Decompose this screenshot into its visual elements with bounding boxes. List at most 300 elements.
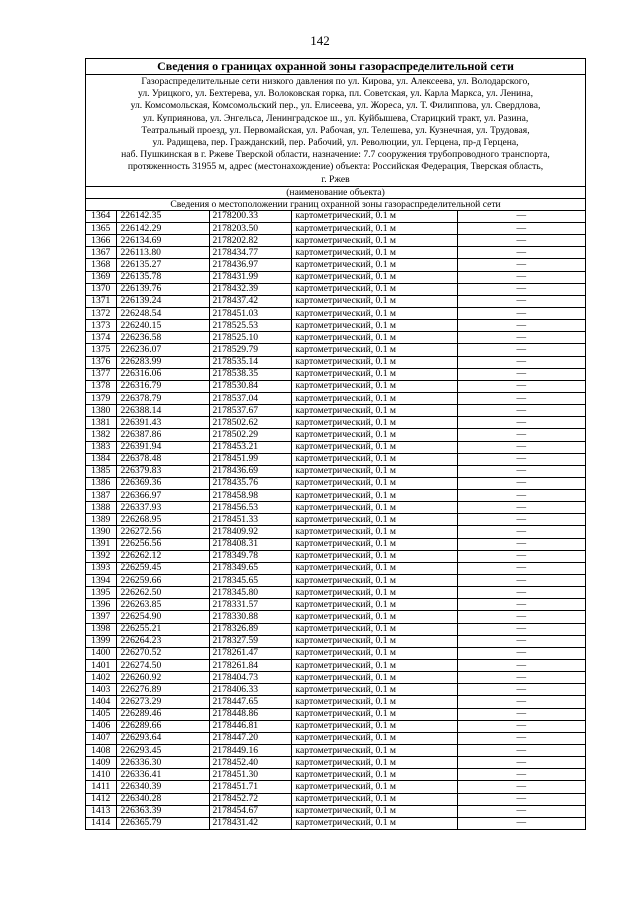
description-cell: — xyxy=(457,672,585,684)
description-cell: — xyxy=(457,757,585,769)
y-coordinate-cell: 2178451.71 xyxy=(209,781,291,793)
description-cell: — xyxy=(457,635,585,647)
table-row xyxy=(86,380,585,392)
x-coordinate-cell: 226240.15 xyxy=(116,320,209,332)
description-cell: — xyxy=(457,514,585,526)
description-line: ул. Куприянова, ул. Энгельса, Ленинградское ш., ул. Куйбышева, Старицкий тракт, ул. Разина, xyxy=(142,112,529,124)
description-cell: — xyxy=(457,307,585,319)
table-row xyxy=(86,805,585,817)
point-number-cell: 1412 xyxy=(86,793,116,805)
y-coordinate-cell: 2178530.84 xyxy=(209,380,291,392)
point-number-cell: 1392 xyxy=(86,550,116,562)
description-cell: — xyxy=(457,295,585,307)
y-coordinate-cell: 2178451.03 xyxy=(209,307,291,319)
description-cell: — xyxy=(457,599,585,611)
point-number-cell: 1380 xyxy=(86,405,116,417)
description-cell: — xyxy=(457,441,585,453)
table-row xyxy=(86,575,585,587)
point-number-cell: 1413 xyxy=(86,805,116,817)
description-cell: — xyxy=(457,405,585,417)
method-accuracy-cell: картометрический, 0.1 м xyxy=(291,562,457,574)
description-cell: — xyxy=(457,708,585,720)
x-coordinate-cell: 226340.28 xyxy=(116,793,209,805)
description-cell: — xyxy=(457,720,585,732)
description-cell: — xyxy=(457,575,585,587)
y-coordinate-cell: 2178326.89 xyxy=(209,623,291,635)
table-row xyxy=(86,623,585,635)
table-row xyxy=(86,502,585,514)
method-accuracy-cell: картометрический, 0.1 м xyxy=(291,587,457,599)
point-number-cell: 1402 xyxy=(86,672,116,684)
x-coordinate-cell: 226273.29 xyxy=(116,696,209,708)
x-coordinate-cell: 226139.76 xyxy=(116,283,209,295)
description-cell: — xyxy=(457,211,585,223)
point-number-cell: 1365 xyxy=(86,222,116,234)
table-row xyxy=(86,611,585,623)
x-coordinate-cell: 226378.48 xyxy=(116,453,209,465)
method-accuracy-cell: картометрический, 0.1 м xyxy=(291,283,457,295)
description-cell: — xyxy=(457,538,585,550)
y-coordinate-cell: 2178502.62 xyxy=(209,417,291,429)
description-cell: — xyxy=(457,769,585,781)
description-line: Театральный проезд, ул. Первомайская, ул. Рабочая, ул. Телешева, ул. Кузнечная, ул. Трудовая, xyxy=(141,124,530,136)
point-number-cell: 1403 xyxy=(86,684,116,696)
description-line: ул. Комсомольская, Комсомольский пер., ул. Елисеева, ул. Жореса, ул. Т. Филиппова, ул. Свердлова, xyxy=(130,100,541,112)
point-number-cell: 1386 xyxy=(86,477,116,489)
point-number-cell: 1379 xyxy=(86,392,116,404)
description-cell: — xyxy=(457,477,585,489)
method-accuracy-cell: картометрический, 0.1 м xyxy=(291,356,457,368)
description-line: г. Ржев xyxy=(321,173,350,185)
x-coordinate-cell: 226378.79 xyxy=(116,392,209,404)
point-number-cell: 1388 xyxy=(86,502,116,514)
y-coordinate-cell: 2178435.76 xyxy=(209,477,291,489)
point-number-cell: 1368 xyxy=(86,259,116,271)
y-coordinate-cell: 2178452.72 xyxy=(209,793,291,805)
y-coordinate-cell: 2178349.65 xyxy=(209,562,291,574)
y-coordinate-cell: 2178525.10 xyxy=(209,332,291,344)
document-title: Сведения о границах охранной зоны газораспределительной сети xyxy=(86,59,585,75)
x-coordinate-cell: 226293.45 xyxy=(116,745,209,757)
x-coordinate-cell: 226139.24 xyxy=(116,295,209,307)
x-coordinate-cell: 226316.06 xyxy=(116,368,209,380)
x-coordinate-cell: 226289.66 xyxy=(116,720,209,732)
table-row xyxy=(86,368,585,380)
x-coordinate-cell: 226274.50 xyxy=(116,660,209,672)
table-row xyxy=(86,720,585,732)
method-accuracy-cell: картометрический, 0.1 м xyxy=(291,769,457,781)
table-row xyxy=(86,417,585,429)
table-row xyxy=(86,514,585,526)
x-coordinate-cell: 226391.94 xyxy=(116,441,209,453)
method-accuracy-cell: картометрический, 0.1 м xyxy=(291,368,457,380)
description-cell: — xyxy=(457,259,585,271)
table-row xyxy=(86,235,585,247)
method-accuracy-cell: картометрический, 0.1 м xyxy=(291,708,457,720)
table-row xyxy=(86,562,585,574)
y-coordinate-cell: 2178203.50 xyxy=(209,222,291,234)
x-coordinate-cell: 226142.29 xyxy=(116,222,209,234)
table-row xyxy=(86,587,585,599)
description-cell: — xyxy=(457,587,585,599)
point-number-cell: 1390 xyxy=(86,526,116,538)
x-coordinate-cell: 226316.79 xyxy=(116,380,209,392)
coordinates-table-body xyxy=(86,211,585,829)
method-accuracy-cell: картометрический, 0.1 м xyxy=(291,307,457,319)
description-cell: — xyxy=(457,562,585,574)
y-coordinate-cell: 2178431.42 xyxy=(209,817,291,829)
x-coordinate-cell: 226270.52 xyxy=(116,647,209,659)
y-coordinate-cell: 2178345.80 xyxy=(209,587,291,599)
y-coordinate-cell: 2178261.47 xyxy=(209,647,291,659)
table-row xyxy=(86,660,585,672)
point-number-cell: 1375 xyxy=(86,344,116,356)
method-accuracy-cell: картометрический, 0.1 м xyxy=(291,332,457,344)
method-accuracy-cell: картометрический, 0.1 м xyxy=(291,635,457,647)
y-coordinate-cell: 2178261.84 xyxy=(209,660,291,672)
x-coordinate-cell: 226135.78 xyxy=(116,271,209,283)
x-coordinate-cell: 226336.41 xyxy=(116,769,209,781)
x-coordinate-cell: 226259.66 xyxy=(116,575,209,587)
description-cell: — xyxy=(457,380,585,392)
point-number-cell: 1370 xyxy=(86,283,116,295)
method-accuracy-cell: картометрический, 0.1 м xyxy=(291,453,457,465)
table-row xyxy=(86,550,585,562)
x-coordinate-cell: 226135.27 xyxy=(116,259,209,271)
x-coordinate-cell: 226134.69 xyxy=(116,235,209,247)
point-number-cell: 1378 xyxy=(86,380,116,392)
method-accuracy-cell: картометрический, 0.1 м xyxy=(291,660,457,672)
method-accuracy-cell: картометрический, 0.1 м xyxy=(291,538,457,550)
method-accuracy-cell: картометрический, 0.1 м xyxy=(291,477,457,489)
method-accuracy-cell: картометрический, 0.1 м xyxy=(291,599,457,611)
method-accuracy-cell: картометрический, 0.1 м xyxy=(291,320,457,332)
point-number-cell: 1373 xyxy=(86,320,116,332)
x-coordinate-cell: 226379.83 xyxy=(116,465,209,477)
y-coordinate-cell: 2178327.59 xyxy=(209,635,291,647)
point-number-cell: 1408 xyxy=(86,745,116,757)
x-coordinate-cell: 226264.23 xyxy=(116,635,209,647)
table-row xyxy=(86,793,585,805)
x-coordinate-cell: 226113.80 xyxy=(116,247,209,259)
point-number-cell: 1389 xyxy=(86,514,116,526)
table-row xyxy=(86,356,585,368)
method-accuracy-cell: картометрический, 0.1 м xyxy=(291,672,457,684)
x-coordinate-cell: 226142.35 xyxy=(116,211,209,223)
y-coordinate-cell: 2178409.92 xyxy=(209,526,291,538)
table-row xyxy=(86,684,585,696)
x-coordinate-cell: 226268.95 xyxy=(116,514,209,526)
description-cell: — xyxy=(457,283,585,295)
method-accuracy-cell: картометрический, 0.1 м xyxy=(291,490,457,502)
x-coordinate-cell: 226236.07 xyxy=(116,344,209,356)
description-cell: — xyxy=(457,526,585,538)
table-row xyxy=(86,211,585,223)
description-cell: — xyxy=(457,320,585,332)
point-number-cell: 1381 xyxy=(86,417,116,429)
point-number-cell: 1364 xyxy=(86,211,116,223)
description-cell: — xyxy=(457,732,585,744)
point-number-cell: 1414 xyxy=(86,817,116,829)
point-number-cell: 1385 xyxy=(86,465,116,477)
coordinates-table xyxy=(86,211,585,829)
method-accuracy-cell: картометрический, 0.1 м xyxy=(291,247,457,259)
description-cell: — xyxy=(457,550,585,562)
x-coordinate-cell: 226256.56 xyxy=(116,538,209,550)
description-line: Газораспределительные сети низкого давления по ул. Кирова, ул. Алексеева, ул. Володарского, xyxy=(141,76,530,87)
y-coordinate-cell: 2178537.04 xyxy=(209,392,291,404)
y-coordinate-cell: 2178200.33 xyxy=(209,211,291,223)
description-cell: — xyxy=(457,502,585,514)
point-number-cell: 1393 xyxy=(86,562,116,574)
table-row xyxy=(86,332,585,344)
y-coordinate-cell: 2178451.33 xyxy=(209,514,291,526)
y-coordinate-cell: 2178406.33 xyxy=(209,684,291,696)
method-accuracy-cell: картометрический, 0.1 м xyxy=(291,550,457,562)
method-accuracy-cell: картометрический, 0.1 м xyxy=(291,526,457,538)
method-accuracy-cell: картометрический, 0.1 м xyxy=(291,623,457,635)
y-coordinate-cell: 2178451.99 xyxy=(209,453,291,465)
description-line: наб. Пушкинская в г. Ржеве Тверской области, назначение: 7.7 сооружения трубопроводного транспорта, xyxy=(121,149,550,161)
point-number-cell: 1397 xyxy=(86,611,116,623)
section-heading: Сведения о местоположении границ охранной зоны газораспределительной сети xyxy=(86,199,585,211)
description-cell: — xyxy=(457,684,585,696)
method-accuracy-cell: картометрический, 0.1 м xyxy=(291,817,457,829)
y-coordinate-cell: 2178432.39 xyxy=(209,283,291,295)
y-coordinate-cell: 2178537.67 xyxy=(209,405,291,417)
x-coordinate-cell: 226387.86 xyxy=(116,429,209,441)
x-coordinate-cell: 226254.90 xyxy=(116,611,209,623)
point-number-cell: 1372 xyxy=(86,307,116,319)
table-row xyxy=(86,745,585,757)
y-coordinate-cell: 2178451.30 xyxy=(209,769,291,781)
description-cell: — xyxy=(457,368,585,380)
point-number-cell: 1394 xyxy=(86,575,116,587)
y-coordinate-cell: 2178436.69 xyxy=(209,465,291,477)
method-accuracy-cell: картометрический, 0.1 м xyxy=(291,696,457,708)
x-coordinate-cell: 226365.79 xyxy=(116,817,209,829)
table-row xyxy=(86,781,585,793)
x-coordinate-cell: 226366.97 xyxy=(116,490,209,502)
method-accuracy-cell: картометрический, 0.1 м xyxy=(291,757,457,769)
description-cell: — xyxy=(516,817,527,829)
y-coordinate-cell: 2178453.21 xyxy=(209,441,291,453)
description-line: ул. Радищева, пер. Гражданский, пер. Рабочий, ул. Революции, ул. Герцена, пр-д Герцена, xyxy=(152,137,519,149)
description-cell: — xyxy=(457,271,585,283)
method-accuracy-cell: картометрический, 0.1 м xyxy=(291,514,457,526)
point-number-cell: 1406 xyxy=(86,720,116,732)
y-coordinate-cell: 2178535.14 xyxy=(209,356,291,368)
method-accuracy-cell: картометрический, 0.1 м xyxy=(291,259,457,271)
x-coordinate-cell: 226293.64 xyxy=(116,732,209,744)
point-number-cell: 1382 xyxy=(86,429,116,441)
y-coordinate-cell: 2178538.35 xyxy=(209,368,291,380)
point-number-cell: 1404 xyxy=(86,696,116,708)
method-accuracy-cell: картометрический, 0.1 м xyxy=(291,344,457,356)
point-number-cell: 1377 xyxy=(86,368,116,380)
x-coordinate-cell: 226262.50 xyxy=(116,587,209,599)
point-number-cell: 1400 xyxy=(86,647,116,659)
point-number-cell: 1391 xyxy=(86,538,116,550)
method-accuracy-cell: картометрический, 0.1 м xyxy=(291,405,457,417)
point-number-cell: 1367 xyxy=(86,247,116,259)
table-row xyxy=(86,672,585,684)
table-row xyxy=(86,769,585,781)
y-coordinate-cell: 2178447.65 xyxy=(209,696,291,708)
table-row xyxy=(86,696,585,708)
description-cell: — xyxy=(457,417,585,429)
method-accuracy-cell: картометрический, 0.1 м xyxy=(291,222,457,234)
point-number-cell: 1407 xyxy=(86,732,116,744)
description-cell: — xyxy=(457,465,585,477)
table-row xyxy=(86,453,585,465)
table-row xyxy=(86,344,585,356)
x-coordinate-cell: 226363.39 xyxy=(116,805,209,817)
y-coordinate-cell: 2178349.78 xyxy=(209,550,291,562)
point-number-cell: 1396 xyxy=(86,599,116,611)
point-number-cell: 1376 xyxy=(86,356,116,368)
table-row xyxy=(86,307,585,319)
x-coordinate-cell: 226236.58 xyxy=(116,332,209,344)
method-accuracy-cell: картометрический, 0.1 м xyxy=(291,745,457,757)
table-row xyxy=(86,271,585,283)
method-accuracy-cell: картометрический, 0.1 м xyxy=(291,684,457,696)
table-row xyxy=(86,647,585,659)
method-accuracy-cell: картометрический, 0.1 м xyxy=(291,417,457,429)
method-accuracy-cell: картометрический, 0.1 м xyxy=(291,575,457,587)
method-accuracy-cell: картометрический, 0.1 м xyxy=(291,720,457,732)
x-coordinate-cell: 226340.39 xyxy=(116,781,209,793)
point-number-cell: 1369 xyxy=(86,271,116,283)
description-cell: — xyxy=(457,781,585,793)
method-accuracy-cell: картометрический, 0.1 м xyxy=(291,805,457,817)
description-cell: — xyxy=(457,356,585,368)
x-coordinate-cell: 226283.99 xyxy=(116,356,209,368)
description-cell: — xyxy=(457,222,585,234)
point-number-cell: 1411 xyxy=(86,781,116,793)
y-coordinate-cell: 2178448.86 xyxy=(209,708,291,720)
object-caption: (наименование объекта) xyxy=(86,187,585,199)
table-row xyxy=(86,320,585,332)
table-row xyxy=(86,429,585,441)
method-accuracy-cell: картометрический, 0.1 м xyxy=(291,429,457,441)
description-line: ул. Урицкого, ул. Бехтерева, ул. Волоковская горка, пл. Советская, ул. Карла Маркса, ул. Ленина, xyxy=(137,88,534,100)
method-accuracy-cell: картометрический, 0.1 м xyxy=(291,781,457,793)
table-row xyxy=(86,538,585,550)
method-accuracy-cell: картометрический, 0.1 м xyxy=(291,271,457,283)
x-coordinate-cell: 226388.14 xyxy=(116,405,209,417)
table-row xyxy=(86,599,585,611)
method-accuracy-cell: картометрический, 0.1 м xyxy=(291,295,457,307)
x-coordinate-cell: 226391.43 xyxy=(116,417,209,429)
y-coordinate-cell: 2178404.73 xyxy=(209,672,291,684)
table-row xyxy=(86,817,585,829)
point-number-cell: 1401 xyxy=(86,660,116,672)
table-row xyxy=(86,635,585,647)
table-row xyxy=(86,757,585,769)
y-coordinate-cell: 2178434.77 xyxy=(209,247,291,259)
point-number-cell: 1409 xyxy=(86,757,116,769)
description-cell: — xyxy=(457,696,585,708)
description-line: протяженность 31955 м, адрес (местонахождение) объекта: Российская Федерация, Тверская область, xyxy=(127,161,544,173)
table-row xyxy=(86,392,585,404)
table-row xyxy=(86,295,585,307)
method-accuracy-cell: картометрический, 0.1 м xyxy=(291,441,457,453)
table-row xyxy=(86,222,585,234)
description-cell: — xyxy=(457,611,585,623)
y-coordinate-cell: 2178330.88 xyxy=(209,611,291,623)
description-cell: — xyxy=(457,235,585,247)
x-coordinate-cell: 226289.46 xyxy=(116,708,209,720)
method-accuracy-cell: картометрический, 0.1 м xyxy=(291,732,457,744)
y-coordinate-cell: 2178331.57 xyxy=(209,599,291,611)
y-coordinate-cell: 2178502.29 xyxy=(209,429,291,441)
x-coordinate-cell: 226272.56 xyxy=(116,526,209,538)
y-coordinate-cell: 2178529.79 xyxy=(209,344,291,356)
point-number-cell: 1374 xyxy=(86,332,116,344)
description-cell: — xyxy=(457,490,585,502)
method-accuracy-cell: картометрический, 0.1 м xyxy=(291,235,457,247)
point-number-cell: 1384 xyxy=(86,453,116,465)
method-accuracy-cell: картометрический, 0.1 м xyxy=(291,392,457,404)
point-number-cell: 1387 xyxy=(86,490,116,502)
description-cell: — xyxy=(457,647,585,659)
description-cell: — xyxy=(457,247,585,259)
table-row xyxy=(86,490,585,502)
x-coordinate-cell: 226336.30 xyxy=(116,757,209,769)
y-coordinate-cell: 2178202.82 xyxy=(209,235,291,247)
x-coordinate-cell: 226263.85 xyxy=(116,599,209,611)
y-coordinate-cell: 2178456.53 xyxy=(209,502,291,514)
y-coordinate-cell: 2178431.99 xyxy=(209,271,291,283)
x-coordinate-cell: 226369.36 xyxy=(116,477,209,489)
description-cell: — xyxy=(457,793,585,805)
point-number-cell: 1398 xyxy=(86,623,116,635)
x-coordinate-cell: 226337.93 xyxy=(116,502,209,514)
x-coordinate-cell: 226248.54 xyxy=(116,307,209,319)
method-accuracy-cell: картометрический, 0.1 м xyxy=(291,611,457,623)
x-coordinate-cell: 226260.92 xyxy=(116,672,209,684)
table-row xyxy=(86,732,585,744)
table-row xyxy=(86,477,585,489)
description-cell: — xyxy=(457,623,585,635)
y-coordinate-cell: 2178446.81 xyxy=(209,720,291,732)
method-accuracy-cell: картометрический, 0.1 м xyxy=(291,647,457,659)
x-coordinate-cell: 226255.21 xyxy=(116,623,209,635)
table-row xyxy=(86,441,585,453)
object-description xyxy=(86,75,585,187)
y-coordinate-cell: 2178408.31 xyxy=(209,538,291,550)
page-number: 142 xyxy=(310,33,330,48)
point-number-cell: 1366 xyxy=(86,235,116,247)
point-number-cell: 1399 xyxy=(86,635,116,647)
description-cell: — xyxy=(457,745,585,757)
x-coordinate-cell: 226276.89 xyxy=(116,684,209,696)
y-coordinate-cell: 2178345.65 xyxy=(209,575,291,587)
point-number-cell: 1395 xyxy=(86,587,116,599)
y-coordinate-cell: 2178447.20 xyxy=(209,732,291,744)
description-cell: — xyxy=(457,453,585,465)
table-row xyxy=(86,405,585,417)
description-cell: — xyxy=(457,660,585,672)
point-number-cell: 1405 xyxy=(86,708,116,720)
description-cell: — xyxy=(457,332,585,344)
y-coordinate-cell: 2178449.16 xyxy=(209,745,291,757)
point-number-cell: 1371 xyxy=(86,295,116,307)
method-accuracy-cell: картометрический, 0.1 м xyxy=(291,380,457,392)
x-coordinate-cell: 226259.45 xyxy=(116,562,209,574)
boundary-table-sheet xyxy=(85,58,586,830)
